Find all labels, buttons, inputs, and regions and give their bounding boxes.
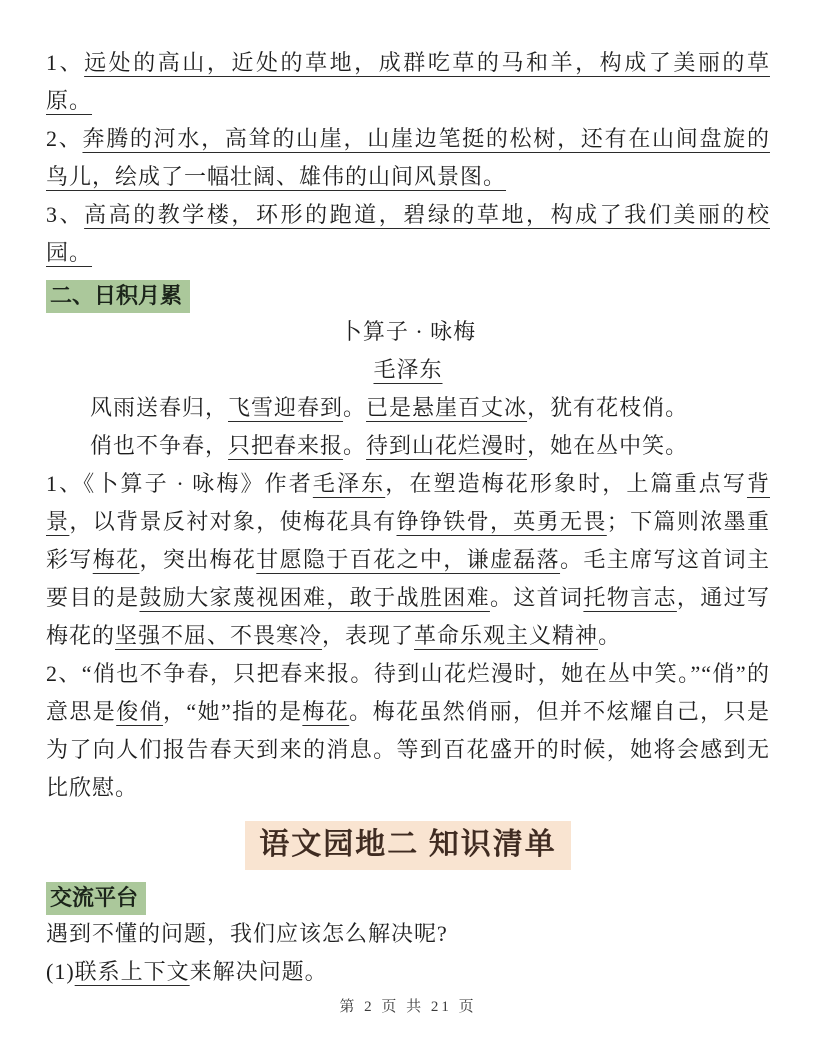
poem-line-2: 俏也不争春，只把春来报。待到山花烂漫时，她在丛中笑。 xyxy=(90,433,689,458)
section-header-platform: 交流平台 xyxy=(46,882,146,915)
poem-line-1: 风雨送春归，飞雪迎春到。已是悬崖百丈冰，犹有花枝俏。 xyxy=(90,395,689,420)
page-footer: 第 2 页 共 21 页 xyxy=(339,999,477,1015)
numbered-item-1: 1、远处的高山，近处的草地，成群吃草的马和羊，构成了美丽的草原。 xyxy=(46,50,770,113)
main-title-row xyxy=(46,821,770,870)
section-header-accumulation: 二、日积月累 xyxy=(46,280,190,313)
method-item-1: (1)联系上下文来解决问题。 xyxy=(46,959,328,984)
section-header-accumulation-row xyxy=(46,272,770,313)
section-header-platform-row xyxy=(46,874,770,915)
analysis-paragraph-2: 2、“俏也不争春，只把春来报。待到山花烂漫时，她在丛中笑。”“俏”的意思是俊俏，“她”指的是梅花。梅花虽然俏丽，但并不炫耀自己，只是为了向人们报告春天到来的消息。等到百花盛开的时候，她将会感到无比欣慰。 xyxy=(46,661,770,800)
main-title: 语文园地二 知识清单 xyxy=(245,821,571,870)
question-text: 遇到不懂的问题，我们应该怎么解决呢? xyxy=(46,921,448,946)
numbered-item-3: 3、高高的教学楼，环形的跑道，碧绿的草地，构成了我们美丽的校园。 xyxy=(46,202,770,265)
poem-author: 毛泽东 xyxy=(373,357,443,382)
analysis-paragraph-1: 1、《卜算子 · 咏梅》作者毛泽东，在塑造梅花形象时，上篇重点写背景，以背景反衬对象，使梅花具有铮铮铁骨，英勇无畏；下篇则浓墨重彩写梅花，突出梅花甘愿隐于百花之中，谦虚磊落。毛主席写这首词主要目的是鼓励大家蔑视困难，敢于战胜困难。这首词托物言志，通过写梅花的坚强不屈、不畏寒冷，表现了革命乐观主义精神。 xyxy=(46,471,770,648)
numbered-item-2: 2、奔腾的河水，高耸的山崖，山崖边笔挺的松树，还有在山间盘旋的鸟儿，绘成了一幅壮阔、雄伟的山间风景图。 xyxy=(46,126,770,189)
poem-title: 卜算子 · 咏梅 xyxy=(339,319,477,344)
